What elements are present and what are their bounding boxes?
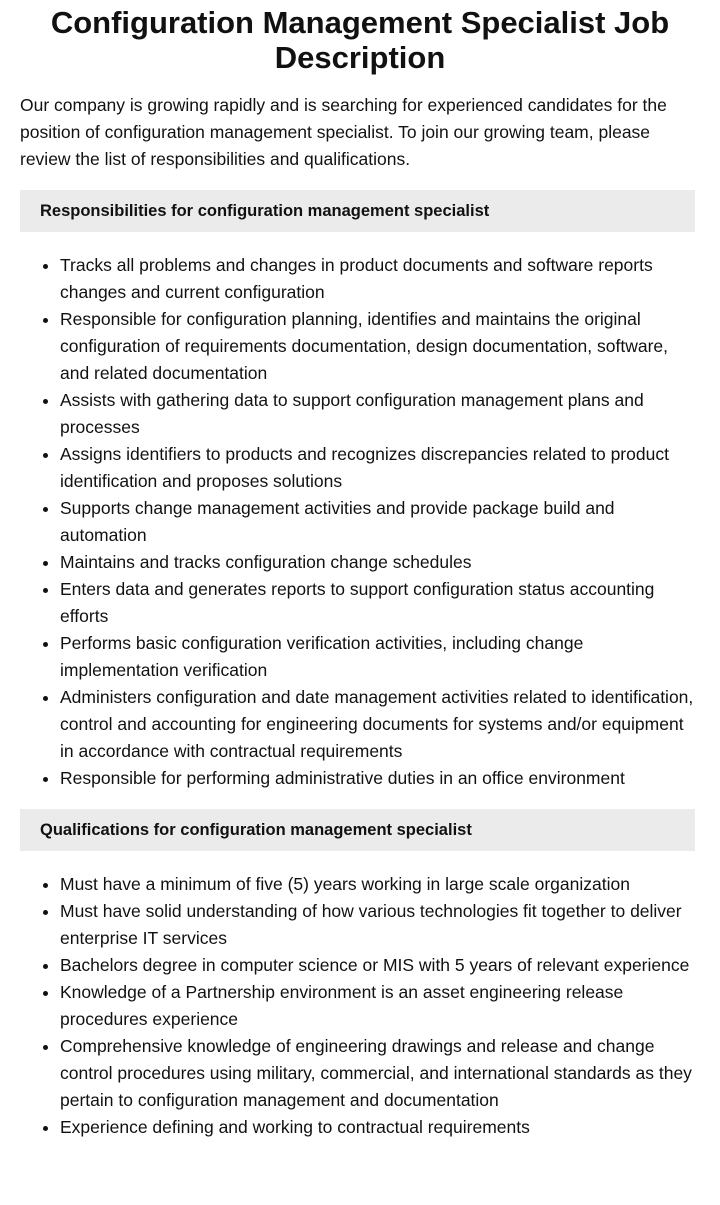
intro-text: Our company is growing rapidly and is searching for experienced candidates for the position of configuration management specialist. To join our growing team, please review the list of responsibilities and qualifications. <box>20 95 667 169</box>
list-item: • Performs basic configuration verification activities, including change implementation verification <box>60 630 700 684</box>
list-item: • Bachelors degree in computer science or MIS with 5 years of relevant experience <box>60 952 700 979</box>
list-item: • Experience defining and working to contractual requirements <box>60 1114 700 1141</box>
responsibilities-heading: Responsibilities for configuration management specialist <box>20 190 695 232</box>
qualifications-heading: Qualifications for configuration management specialist <box>20 809 695 851</box>
list-item: • Administers configuration and date management activities related to identification, control and accounting for engineering documents for systems and/or equipment in accordance with contractual requirements <box>60 684 700 765</box>
list-item: • Knowledge of a Partnership environment is an asset engineering release procedures experience <box>60 979 700 1033</box>
page-title: Configuration Management Specialist Job Description <box>50 5 670 75</box>
list-item: • Assigns identifiers to products and recognizes discrepancies related to product identification and proposes solutions <box>60 441 700 495</box>
list-item: • Comprehensive knowledge of engineering drawings and release and change control procedures using military, commercial, and international standards as they pertain to configuration management and documentation <box>60 1033 700 1114</box>
qualifications-list <box>0 871 700 1141</box>
list-item: • Maintains and tracks configuration change schedules <box>60 549 700 576</box>
list-item: • Responsible for configuration planning, identifies and maintains the original configuration of requirements documentation, design documentation, software, and related documentation <box>60 306 700 387</box>
list-item: • Must have a minimum of five (5) years working in large scale organization <box>60 871 700 898</box>
list-item: • Responsible for performing administrative duties in an office environment <box>60 765 700 792</box>
list-item: • Assists with gathering data to support configuration management plans and processes <box>60 387 700 441</box>
list-item: • Tracks all problems and changes in product documents and software reports changes and current configuration <box>60 252 700 306</box>
list-item: • Enters data and generates reports to support configuration status accounting efforts <box>60 576 700 630</box>
list-item: • Supports change management activities and provide package build and automation <box>60 495 700 549</box>
responsibilities-list <box>0 252 700 792</box>
list-item: • Must have solid understanding of how various technologies fit together to deliver enterprise IT services <box>60 898 700 952</box>
